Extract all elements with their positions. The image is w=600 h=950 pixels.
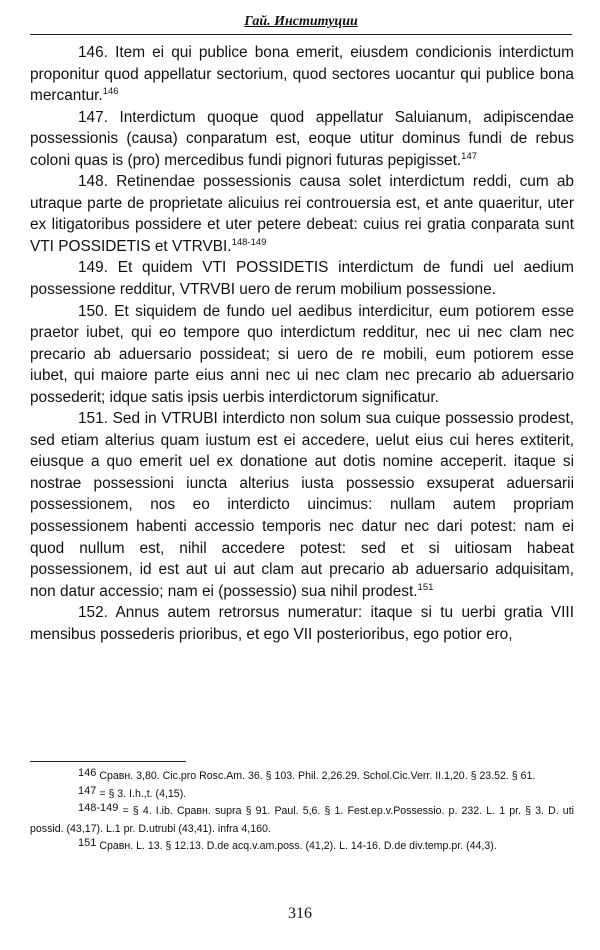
paragraph-148: 148. Retinendae possessionis causa solet interdictum reddi, cum ab utraque parte de proprietate alicuius rei controuersia est, et ante quaeritur, uter ex litigatoribus possidere et uter petere debeat: cuius rei gratia conparata sunt VTI POSSIDETIS et VTRVBI.$^{148-149}$ bbox=[30, 173, 574, 255]
page-number: 316 bbox=[288, 905, 312, 922]
footnote-item: $^{148-149}$ = § 4. I.ib. Сравн. supra § 91. Paul. 5,6. § 1. Fest.ep.v.Possessio. p. 232. L. 1 pr. § 3. D. uti possid. (43,17). L.1 pr. D.utrubi (43,41). infra 4,160. bbox=[30, 802, 574, 835]
footnote-item: $^{151}$ Сравн. L. 13. § 12.13. D.de acq.v.am.poss. (41,2). L. 14-16. D.de div.temp.pr. (44,3). bbox=[78, 837, 497, 853]
page-header bbox=[30, 12, 572, 35]
paragraph-150: 150. Et siquidem de fundo uel aedibus interdicitur, eum potiorem esse praetor iubet, qui eo tempore quo interdictum redditur, nec ui nec clam nec precario ab aduersario possideat; si uero de re mobili, eum potiorem esse iubet, qui maiore parte eius anni nec ui nec clam nec precario ab aduersario possederit; idque satis ipsis uerbis interdictorum significatur. bbox=[30, 302, 574, 406]
footnote-divider bbox=[30, 761, 186, 762]
main-text bbox=[30, 42, 574, 645]
footnote-ref: 147 bbox=[461, 150, 478, 162]
footnotes bbox=[30, 768, 574, 856]
footnote-ref: 151 bbox=[417, 581, 434, 593]
footnote-ref: 146 bbox=[102, 86, 119, 98]
paragraph-152: 152. Annus autem retrorsus numeratur: itaque si tu uerbi gratia VIII mensibus possederis prioribus, et ego VII posterioribus, ego potior ero, bbox=[30, 604, 574, 643]
footnote-item: $^{146}$ Сравн. 3,80. Cic.pro Rosc.Am. 36. § 103. Phil. 2,26.29. Schol.Cic.Verr. II.1,20. § 23.52. § 61. bbox=[78, 767, 536, 782]
paragraph-147: 147. Interdictum quoque quod appellatur Saluianum, adipiscendae possessionis (causa) conparatum est, eoque utitur dominus fundi de rebus coloni quas is (pro) mercedibus fundi pignori futuras pepigisset.$^{147}$ bbox=[30, 108, 574, 169]
footnote-item: $^{147}$ = § 3. I.h.,t. (4,15). bbox=[78, 784, 187, 800]
running-title: Гай. Институции bbox=[244, 14, 358, 29]
footnote-ref: 148-149 bbox=[231, 236, 267, 248]
paragraph-151: 151. Sed in VTRUBI interdicto non solum sua cuique possessio prodest, sed etiam alterius quam iustum est ei accedere, uelut eius cui heres extiterit, eiusque a quo emerit uel ex donatione aut dotis nomine acceperit. itaque si nostrae possessioni iuncta alterius iusta possessio exsuperat aduersarii possessionem, nos eo interdicto uincimus: nullam autem propriam possessionem habenti accessio temporis nec datur nec dari potest: nam ei quod nullum est, nihil accedere potest: sed et si uitiosam habeat possessionem, id est aut ui aut clam aut precario ab aduersario adquisitam, non datur accessio; nam ei (possessio) sua nihil prodest.$^{151}$ bbox=[30, 410, 574, 600]
paragraph-146: 146. Item ei qui publice bona emerit, eiusdem condicionis interdictum proponitur quod appellatur sectorium, quod sectores uocantur qui publice bona mercantur.$^{146}$ bbox=[30, 44, 574, 105]
paragraph-149: 149. Et quidem VTI POSSIDETIS interdictum de fundi uel aedium possessione redditur, VTRVBI uero de rerum mobilium possessione. bbox=[30, 259, 574, 299]
